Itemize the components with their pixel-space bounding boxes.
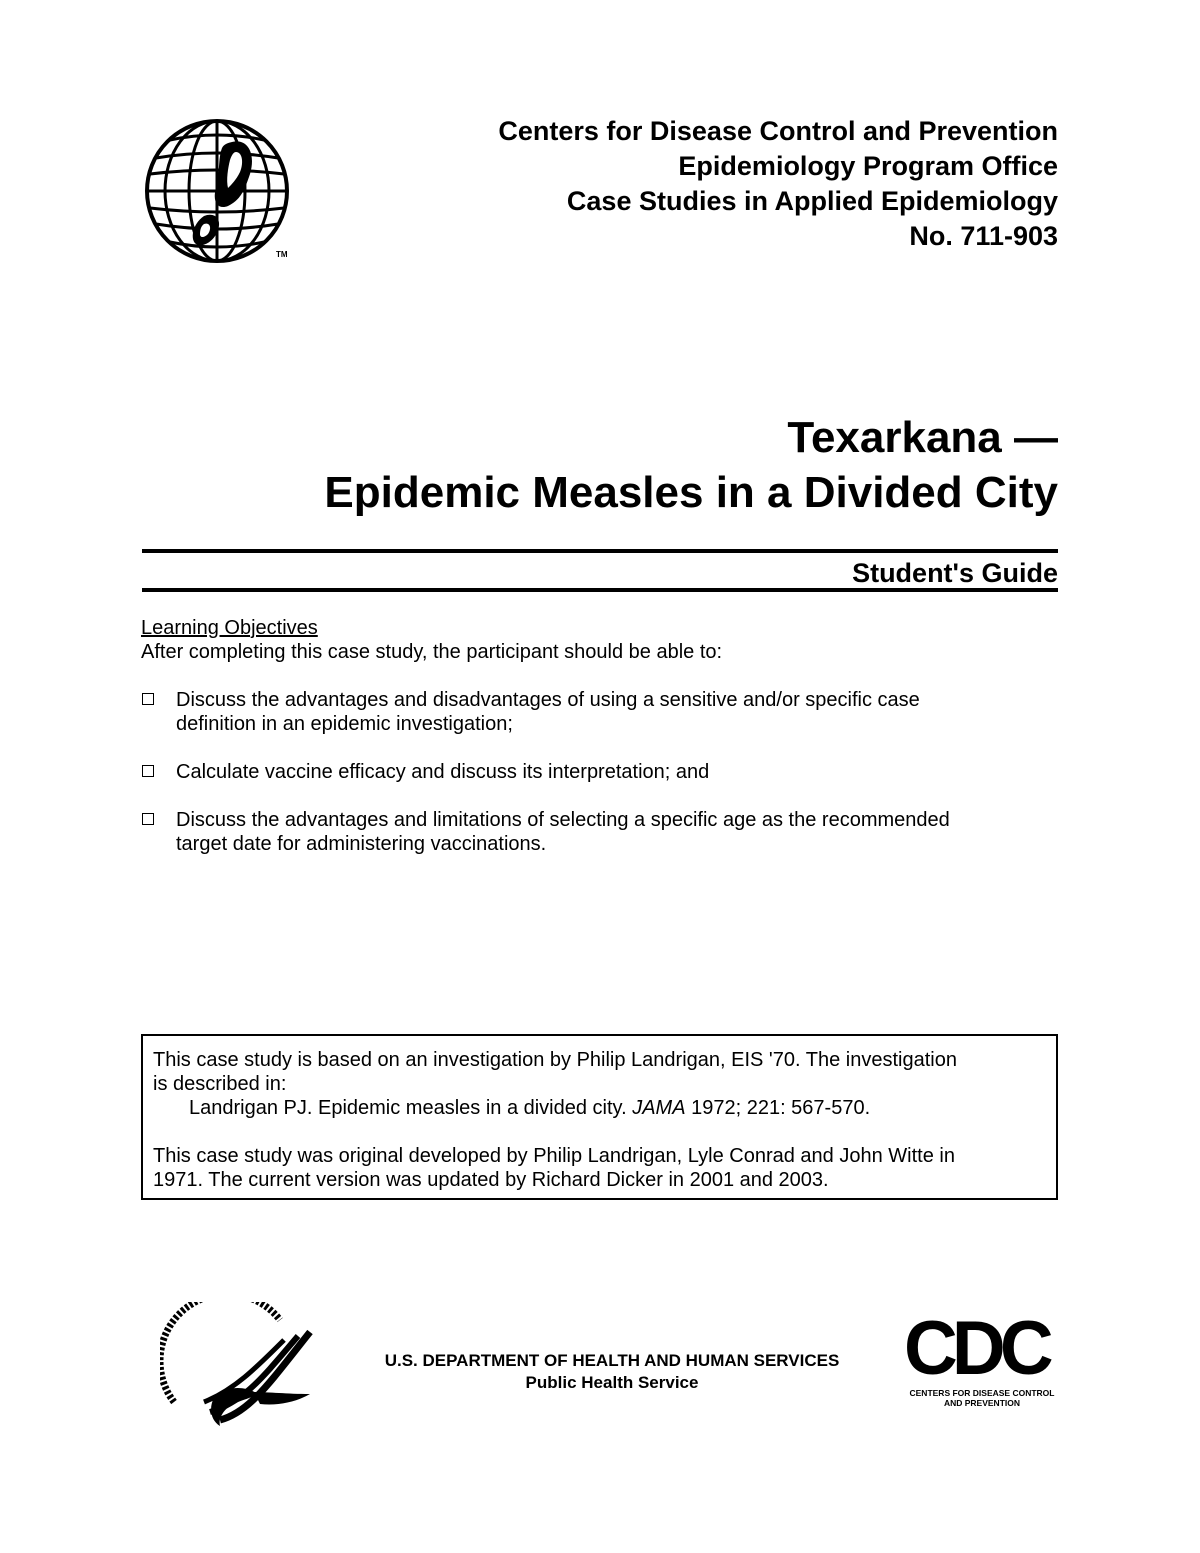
objective-item (141, 808, 1057, 856)
header-block (498, 114, 1058, 254)
checkbox-icon (142, 813, 154, 825)
document-number: No. 711-903 (909, 221, 1058, 251)
objectives-intro: After completing this case study, the participant should be able to: (141, 641, 723, 663)
cdc-subtitle-line: CENTERS FOR DISEASE CONTROL (909, 1388, 1055, 1398)
cdc-subtitle-line: AND PREVENTION (943, 1398, 1021, 1408)
info-text-line: 1971. The current version was updated by Richard Dicker in 2001 and 2003. (153, 1169, 829, 1191)
service-name: Public Health Service (525, 1373, 699, 1392)
series-name: Case Studies in Applied Epidemiology (566, 186, 1058, 216)
checkbox-icon (142, 693, 154, 705)
reference-text: Landrigan PJ. Epidemic measles in a divided city. (189, 1097, 633, 1119)
objective-text-line: Discuss the advantages and limitations of selecting a specific age as the recommended (176, 809, 950, 831)
checkbox-icon (142, 765, 154, 777)
title-line-1: Texarkana — (787, 413, 1058, 462)
office-name: Epidemiology Program Office (678, 151, 1058, 181)
hhs-eagle-seal-icon (160, 1302, 318, 1430)
cdc-logo: CDC (904, 1306, 1048, 1391)
objective-item (141, 760, 1057, 784)
trademark-mark: TM (276, 250, 288, 259)
cdc-logo-subtitle (904, 1388, 1060, 1408)
guide-divider (142, 588, 1058, 592)
case-study-info-box (141, 1034, 1058, 1200)
objective-text-line: definition in an epidemic investigation; (176, 713, 513, 735)
department-name: U.S. DEPARTMENT OF HEALTH AND HUMAN SERVICES (384, 1351, 840, 1370)
globe-footprint-icon (144, 118, 290, 264)
reference-details: 1972; 221: 567-570. (685, 1097, 871, 1119)
title-line-2: Epidemic Measles in a Divided City (324, 468, 1058, 517)
objective-text-line: Calculate vaccine efficacy and discuss its interpretation; and (176, 761, 710, 783)
learning-objectives (141, 616, 1057, 880)
title-divider (142, 549, 1058, 553)
footer-department (362, 1350, 862, 1394)
info-text-line: This case study was original developed by Philip Landrigan, Lyle Conrad and John Witte in (153, 1145, 955, 1167)
objective-text-line: target date for administering vaccinations. (176, 833, 547, 855)
reference-citation (153, 1096, 1046, 1120)
objective-text-line: Discuss the advantages and disadvantages of using a sensitive and/or specific case (176, 689, 920, 711)
info-text-line: This case study is based on an investigation by Philip Landrigan, EIS '70. The investigation (153, 1049, 957, 1071)
org-name: Centers for Disease Control and Prevention (498, 116, 1058, 146)
reference-journal: JAMA (632, 1097, 686, 1119)
objectives-heading: Learning Objectives (141, 617, 318, 639)
guide-label: Student's Guide (852, 558, 1058, 588)
info-text-line: is described in: (153, 1073, 287, 1095)
objective-item (141, 688, 1057, 736)
document-title (324, 410, 1058, 520)
